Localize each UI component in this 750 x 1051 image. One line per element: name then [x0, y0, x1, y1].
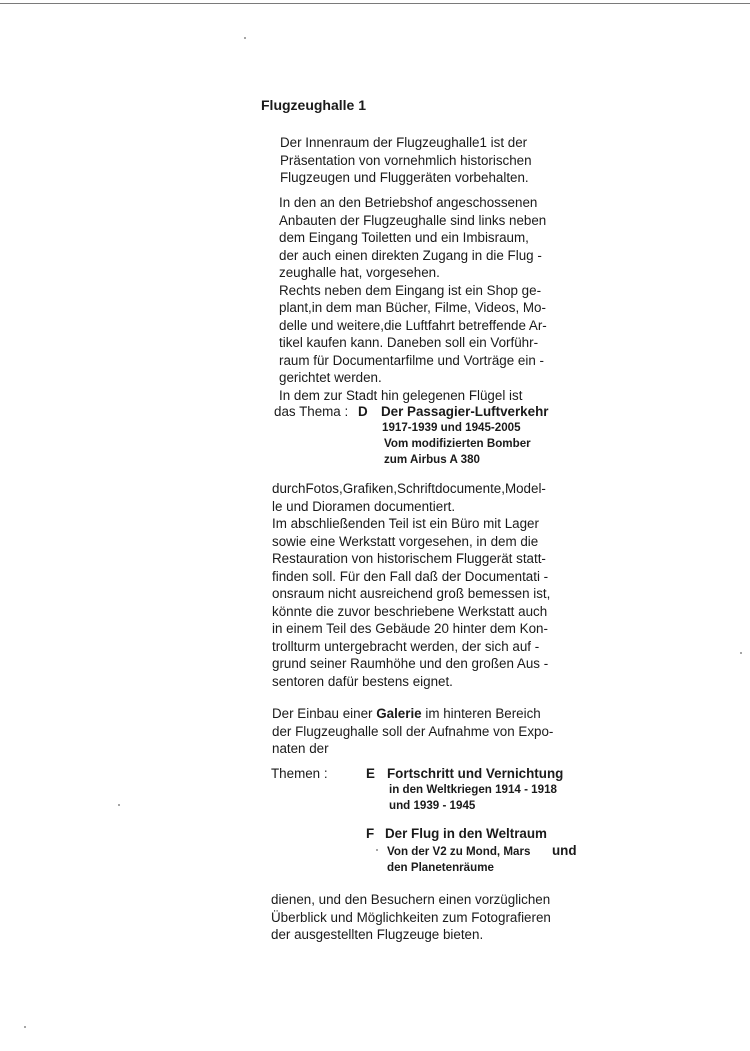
thema-e-line1: in den Weltkriegen 1914 - 1918: [389, 783, 557, 796]
thema-f-line1-und: und: [552, 843, 577, 858]
thema-f-heading: Der Flug in den Weltraum: [385, 826, 547, 841]
galerie-text-before: Der Einbau einer: [272, 706, 377, 721]
thema-e-letter: E: [366, 766, 375, 781]
thema-d-heading: Der Passagier-Luftverkehr: [381, 404, 549, 419]
thema-d-line3: zum Airbus A 380: [384, 453, 480, 466]
paragraph-galerie: [272, 705, 553, 758]
scan-speck: [244, 37, 246, 39]
thema-label: das Thema :: [274, 404, 349, 419]
thema-e-line2: und 1939 - 1945: [389, 799, 476, 812]
paragraph-dokumentation: durchFotos,Grafiken,Schriftdocumente,Model- le und Dioramen documentiert. Im abschließenden Teil ist ein Büro mit Lager sowie eine Werkstatt vorgesehen, in dem die Restauration von historischem Fluggerät statt- finden soll. Für den Fall daß der Documentati - onsraum nicht ausreichend groß bemessen ist, könnte die zuvor beschriebene Werkstatt auch in einem Teil des Gebäude 20 hinter dem Kon- trollturm untergebracht werden, der sich auf - grund seiner Raumhöhe und den großen Aus - sentoren dafür bestens eignet.: [272, 481, 551, 689]
thema-f-line1: Von der V2 zu Mond, Mars: [387, 845, 531, 858]
page-title: Flugzeughalle 1: [261, 97, 367, 113]
galerie-bold: Galerie: [376, 706, 422, 721]
thema-d-line1: 1917-1939 und 1945-2005: [382, 421, 521, 434]
scan-speck: [24, 1026, 26, 1028]
scan-speck: [376, 849, 378, 851]
scan-speck: [118, 804, 120, 806]
thema-f-line2: den Planetenräume: [387, 861, 494, 874]
themen-label: Themen :: [271, 766, 328, 781]
thema-e-heading: Fortschritt und Vernichtung: [387, 766, 564, 781]
paragraph-innenraum: Der Innenraum der Flugzeughalle1 ist der Präsentation von vornehmlich historischen Flugzeugen und Fluggeräten vorbehalten.: [280, 135, 532, 185]
thema-f-letter: F: [366, 826, 375, 841]
paragraph-schluss: dienen, und den Besuchern einen vorzüglichen Überblick und Möglichkeiten zum Fotografieren der ausgestellten Flugzeuge bieten.: [271, 892, 551, 942]
paragraph-anbauten: In den an den Betriebshof angeschossenen Anbauten der Flugzeughalle sind links neben dem Eingang Toiletten und ein Imbisraum, der auch einen direkten Zugang in die Flug - zeughalle hat, vorgesehen. Rechts neben dem Eingang ist ein Shop ge- plant,in dem man Bücher, Filme, Videos, Mo- delle und weitere,die Luftfahrt betreffende Ar- tikel kaufen kann. Daneben soll ein Vorführ- raum für Documentarfilme und Vorträge ein - gerichtet werden. In dem zur Stadt hin gelegenen Flügel ist: [279, 195, 547, 403]
scan-speck: [740, 652, 742, 654]
thema-d-line2: Vom modifizierten Bomber: [384, 437, 531, 450]
galerie-text-after: im hinteren Bereich der Flugzeughalle soll der Aufnahme von Expo- naten der: [272, 706, 554, 756]
thema-d-letter: D: [358, 404, 368, 419]
scan-top-edge: [0, 3, 750, 4]
